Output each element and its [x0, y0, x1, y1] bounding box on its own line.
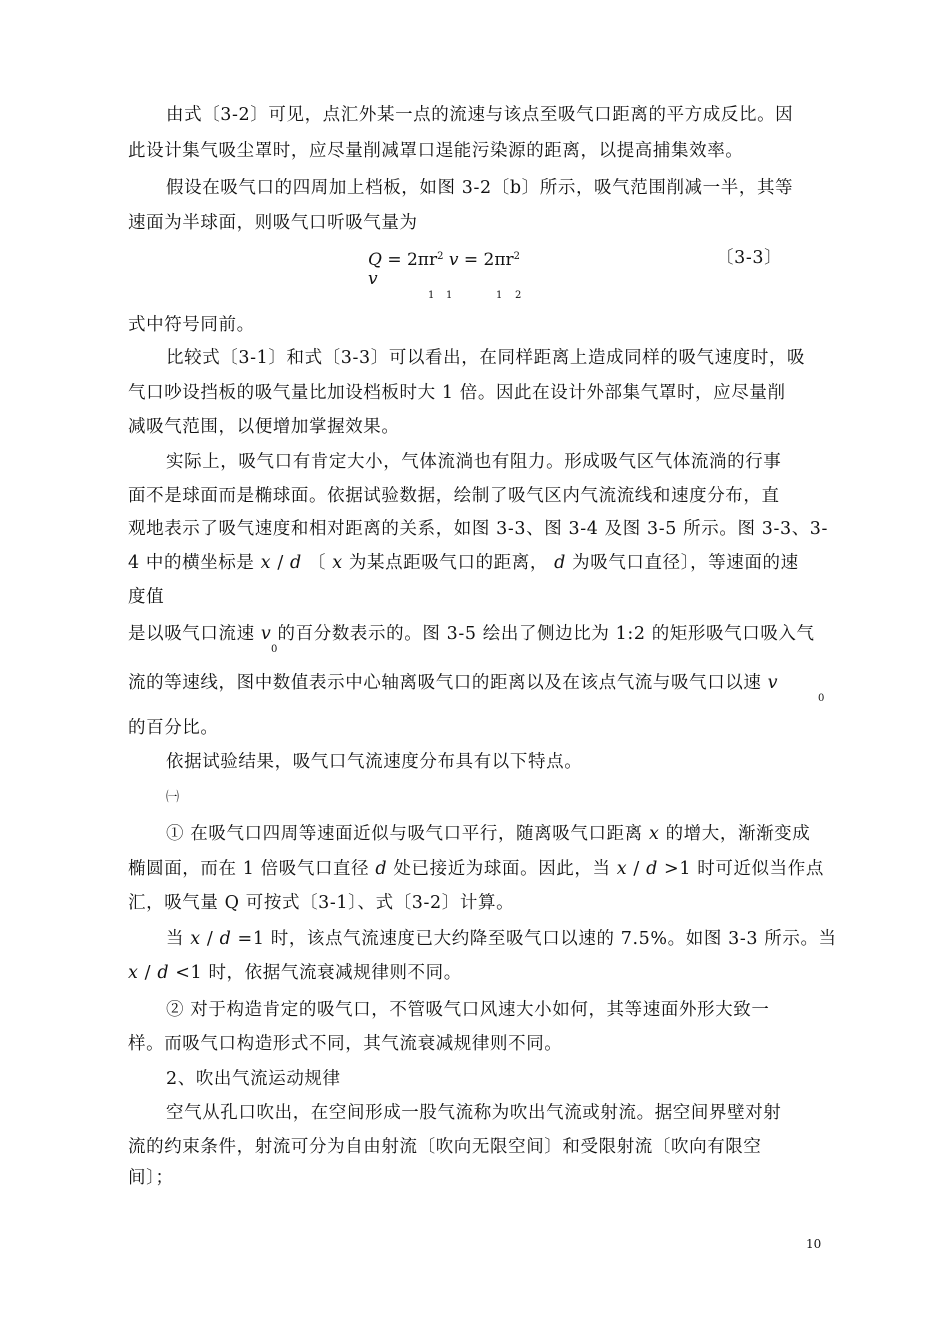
text-line: 空气从孔口吹出，在空间形成一股气流称为吹出气流或射流。据空间界壁对射 — [166, 1103, 782, 1123]
text-line: 流的约束条件，射流可分为自由射流〔吹向无限空间〕和受限射流〔吹向有限空 — [128, 1137, 762, 1157]
text-line: 由式〔3-2〕可见，点汇外某一点的流速与该点至吸气口距离的平方成反比。因 — [166, 105, 794, 125]
eq-subscript: 2 — [515, 290, 522, 301]
text-line: 依据试验结果，吸气口气流速度分布具有以下特点。 — [166, 752, 583, 772]
text-line: 流的等速线，图中数值表示中心轴离吸气口的距离以及在该点气流与吸气口以速 v — [128, 673, 779, 693]
eq-superscript: 2 — [513, 251, 521, 262]
text-line: 实际上，吸气口有肯定大小，气体流淌也有阻力。形成吸气区气体流淌的行事 — [166, 452, 782, 472]
text-line: 比较式〔3-1〕和式〔3-3〕可以看出，在同样距离上造成同样的吸气速度时，吸 — [166, 348, 806, 368]
eq-symbol: Q — [368, 250, 382, 270]
section-heading: 2、吹出气流运动规律 — [166, 1069, 341, 1089]
eq-term: = 2πr — [387, 250, 438, 270]
subscript: 0 — [271, 644, 278, 655]
text-line: 度值 — [128, 587, 165, 607]
text-line: 椭圆面，而在 1 倍吸气口直径 d 处已接近为球面。因此，当 x / d >1 时可近似当作点 — [128, 859, 824, 879]
eq-subscript: 1 — [446, 290, 453, 301]
text-line: ① 在吸气口四周等速面近似与吸气口平行，随离吸气口距离 x 的增大，渐渐变成 — [166, 824, 811, 844]
eq-subscript: 1 — [428, 290, 435, 301]
text-line: 的百分比。 — [128, 718, 219, 738]
text-line: 汇，吸气量 Q 可按式〔3-1〕、式〔3-2〕计算。 — [128, 893, 515, 913]
text-line: 此设计集气吸尘罩时，应尽量削减罩口逞能污染源的距离，以提高捕集效率。 — [128, 141, 744, 161]
text-line: 式中符号同前。 — [128, 315, 255, 335]
text-line: 面不是球面而是椭球面。依据试验数据，绘制了吸气区内气流流线和速度分布，直 — [128, 486, 780, 506]
equation-3-3 — [368, 246, 520, 271]
text-line: x / d <1 时，依据气流衰减规律则不同。 — [128, 963, 462, 983]
text-line: 样。而吸气口构造形式不同，其气流衰减规律则不同。 — [128, 1034, 563, 1054]
text-line: 当 x / d =1 时，该点气流速度已大约降至吸气口以速的 7.5%。如图 3-3 所示。当 — [166, 929, 837, 949]
page-number: 10 — [806, 1237, 822, 1251]
text-line: ② 对于构造肯定的吸气口，不管吸气口风速大小如何，其等速面外形大致一 — [166, 1000, 770, 1020]
eq-superscript: 2 — [437, 251, 444, 262]
list-marker: ㈠ — [166, 790, 180, 805]
eq-subscript: 1 — [496, 290, 503, 301]
text-line: 减吸气范围，以便增加掌握效果。 — [128, 417, 400, 437]
equation-number: 〔3-3〕 — [716, 248, 783, 268]
eq-symbol: v — [368, 269, 378, 289]
text-line: 假设在吸气口的四周加上档板，如图 3-2〔b〕所示，吸气范围削减一半，其等 — [166, 178, 794, 198]
text-line: 气口吵设挡板的吸气量比加设档板时大 1 倍。因此在设计外部集气罩时，应尽量削 — [128, 383, 786, 403]
eq-symbol: v — [448, 250, 459, 270]
text-line: 观地表示了吸气速度和相对距离的关系，如图 3-3、图 3-4 及图 3-5 所示。图 3-3、3- — [128, 519, 829, 539]
text-line: 间〕； — [128, 1168, 174, 1188]
eq-term: = 2πr — [463, 250, 514, 270]
text-line: 速面为半球面，则吸气口听吸气量为 — [128, 213, 418, 233]
text-line: 4 中的横坐标是 x / d 〔 x 为某点距吸气口的距离， d 为吸气口直径〕，等速面的速 — [128, 553, 799, 573]
text-line: 是以吸气口流速 v 的百分数表示的。图 3-5 绘出了侧边比为 1:2 的矩形吸气口吸入气 — [128, 624, 815, 644]
subscript: 0 — [818, 693, 825, 704]
